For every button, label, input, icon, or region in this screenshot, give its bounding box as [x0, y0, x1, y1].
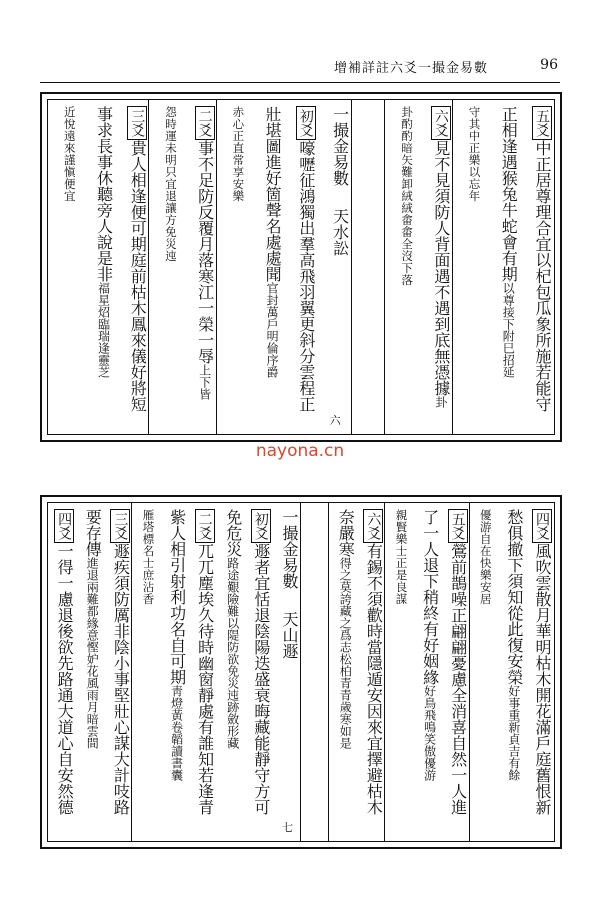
text-column [526, 503, 554, 841]
commentary-text: 上下皆 [197, 364, 212, 400]
verse-text: 奈嚴寒 [336, 509, 356, 557]
verse-text: 風吹雲散月華明枯木開花滿戶庭舊恨新 [533, 543, 552, 815]
hexagram-name: 天水訟 [330, 208, 350, 256]
verse-text: 嚎嚦征鴻獨出羣高飛羽翼更斜分雲程正 [296, 140, 316, 412]
top-panel-frame [47, 99, 555, 435]
text-column [76, 503, 104, 841]
text-column [189, 503, 217, 841]
text-column [132, 503, 160, 841]
line-position-label: 五爻 [448, 509, 468, 543]
verse-text: 要存傳 [83, 509, 103, 557]
text-column [104, 503, 132, 841]
text-column [385, 503, 413, 841]
text-column [245, 503, 273, 841]
line-position-label: 二爻 [195, 509, 215, 543]
text-column [357, 503, 385, 841]
verse-text: 事不足防反覆月落寒江一榮一辱 [195, 140, 215, 364]
commentary-text: 好事重新貞吉有餘 [506, 685, 521, 781]
commentary-text: 守其中正樂以忘年 [467, 106, 482, 202]
verse-text: 紫人相引射利功名自可期 [167, 509, 187, 685]
commentary-text: 近悅遠來謹愼便宜 [62, 106, 77, 202]
verse-text: 事求長事休聽旁人說是非 [94, 106, 114, 282]
verse-text: 遯者宜恬退陰陽迭盛衰晦藏能靜守方可 [251, 543, 271, 815]
text-column [385, 100, 419, 434]
commentary-text: 親賢樂士正是良謀 [394, 509, 409, 605]
commentary-text: 福星炤臨瑞逢靈芝 [96, 282, 111, 378]
text-column [217, 503, 245, 841]
text-column [487, 100, 521, 434]
verse-text: 有錫不須歡時當隱遁安因來宜擇避枯木 [364, 543, 384, 815]
line-position-label: 六爻 [363, 509, 383, 543]
top-text-panel [40, 92, 562, 442]
text-column [520, 100, 554, 434]
verse-text: 愁俱撤下須知從此復安榮 [504, 509, 524, 685]
line-position-label: 三爻 [127, 106, 147, 140]
text-column [250, 100, 284, 434]
verse-text: 中正居尊理合宜以杞包瓜象所施若能守 [533, 140, 552, 412]
commentary-text: 好鳥飛鳴笑傲優游 [422, 685, 437, 781]
running-title: 增補詳註六爻一撮金易數 [333, 61, 488, 76]
commentary-text: 怨時運未明只宜退讓方免災迍 [163, 106, 178, 262]
commentary-text: 卦 [433, 396, 448, 408]
text-column [301, 503, 329, 841]
commentary-text: 卦酌酌暗矢難卸絨絨畬畬全沒下落 [400, 106, 415, 286]
text-column [149, 100, 183, 434]
commentary-text: 以尊接下附巳招延 [501, 282, 516, 378]
fold-page-mark: 六 [329, 414, 341, 427]
text-column [442, 503, 470, 841]
text-column [318, 100, 352, 434]
commentary-text: 雁塔標名士庶沾香 [141, 509, 156, 605]
text-column [160, 503, 188, 841]
bottom-panel-frame [47, 502, 555, 842]
text-column [48, 100, 82, 434]
header-rule [40, 82, 560, 83]
line-position-label: 三爻 [110, 509, 130, 543]
text-column [48, 503, 76, 841]
text-column [352, 100, 386, 434]
verse-text: 兀兀塵埃久待時幽窗靜處有誰知若逢青 [195, 543, 215, 815]
text-column [470, 503, 498, 841]
page-number: 96 [540, 57, 558, 73]
verse-text: 鶯前鵲噪正翩翩憂慮全消喜自然一人進 [448, 543, 468, 815]
fold-page-mark: 七 [281, 821, 293, 834]
line-position-label: 初爻 [296, 106, 316, 140]
verse-text: 貴人相逢便可期庭前枯木鳳來儀好將短 [128, 140, 148, 412]
text-column [82, 100, 116, 434]
line-position-label: 四爻 [54, 509, 74, 543]
commentary-text: 官封萬戶明倫序爵 [265, 282, 280, 378]
bottom-text-panel [40, 495, 562, 849]
verse-text: 一撮金易數 [330, 106, 350, 186]
line-position-label: 六爻 [431, 106, 451, 140]
verse-text: 了一人退下稍終有好姻緣 [420, 509, 440, 685]
text-column [413, 503, 441, 841]
text-column [217, 100, 251, 434]
hexagram-name: 天山遯 [280, 611, 299, 659]
line-position-label: 四爻 [532, 509, 552, 543]
verse-text: 見不見須防人背面遇不遇到底無憑據 [431, 140, 451, 396]
watermark-text: nayona.cn [255, 441, 345, 461]
commentary-text: 得之莫誇藏之爲志松柏青青歲寒如是 [338, 557, 353, 749]
text-column [273, 503, 301, 841]
text-column [329, 503, 357, 841]
verse-text: 壯堪圖進好箇聲名處處聞 [263, 106, 283, 282]
text-column [115, 100, 149, 434]
page-header [40, 55, 560, 77]
line-position-label: 五爻 [532, 106, 552, 140]
commentary-text: 路途艱險難以隄防欲免災迍跡斂形藏 [225, 557, 240, 749]
verse-text: 一撮金易數 [280, 509, 299, 589]
text-column [284, 100, 318, 434]
text-column [183, 100, 217, 434]
text-column [498, 503, 526, 841]
verse-text: 免危災 [223, 509, 243, 557]
line-position-label: 初爻 [251, 509, 271, 543]
text-column [419, 100, 453, 434]
commentary-text: 靑燈黃卷韜讀書囊 [169, 685, 184, 781]
verse-text: 一得一慮退後欲先路通大道心自安然德 [55, 543, 75, 815]
line-position-label: 二爻 [195, 106, 215, 140]
text-column [453, 100, 487, 434]
verse-text: 正相逢遇猴兔牛蛇會有期 [499, 106, 519, 282]
verse-text: 遯疾須防厲非陰小事堅壯心謀大計吱路 [111, 543, 131, 815]
commentary-text: 優游自在快樂安居 [478, 509, 493, 605]
commentary-text: 赤心正直常享安樂 [231, 106, 246, 202]
commentary-text: 進退兩難都緣意慳妒花風雨月暗雲間 [85, 557, 100, 749]
